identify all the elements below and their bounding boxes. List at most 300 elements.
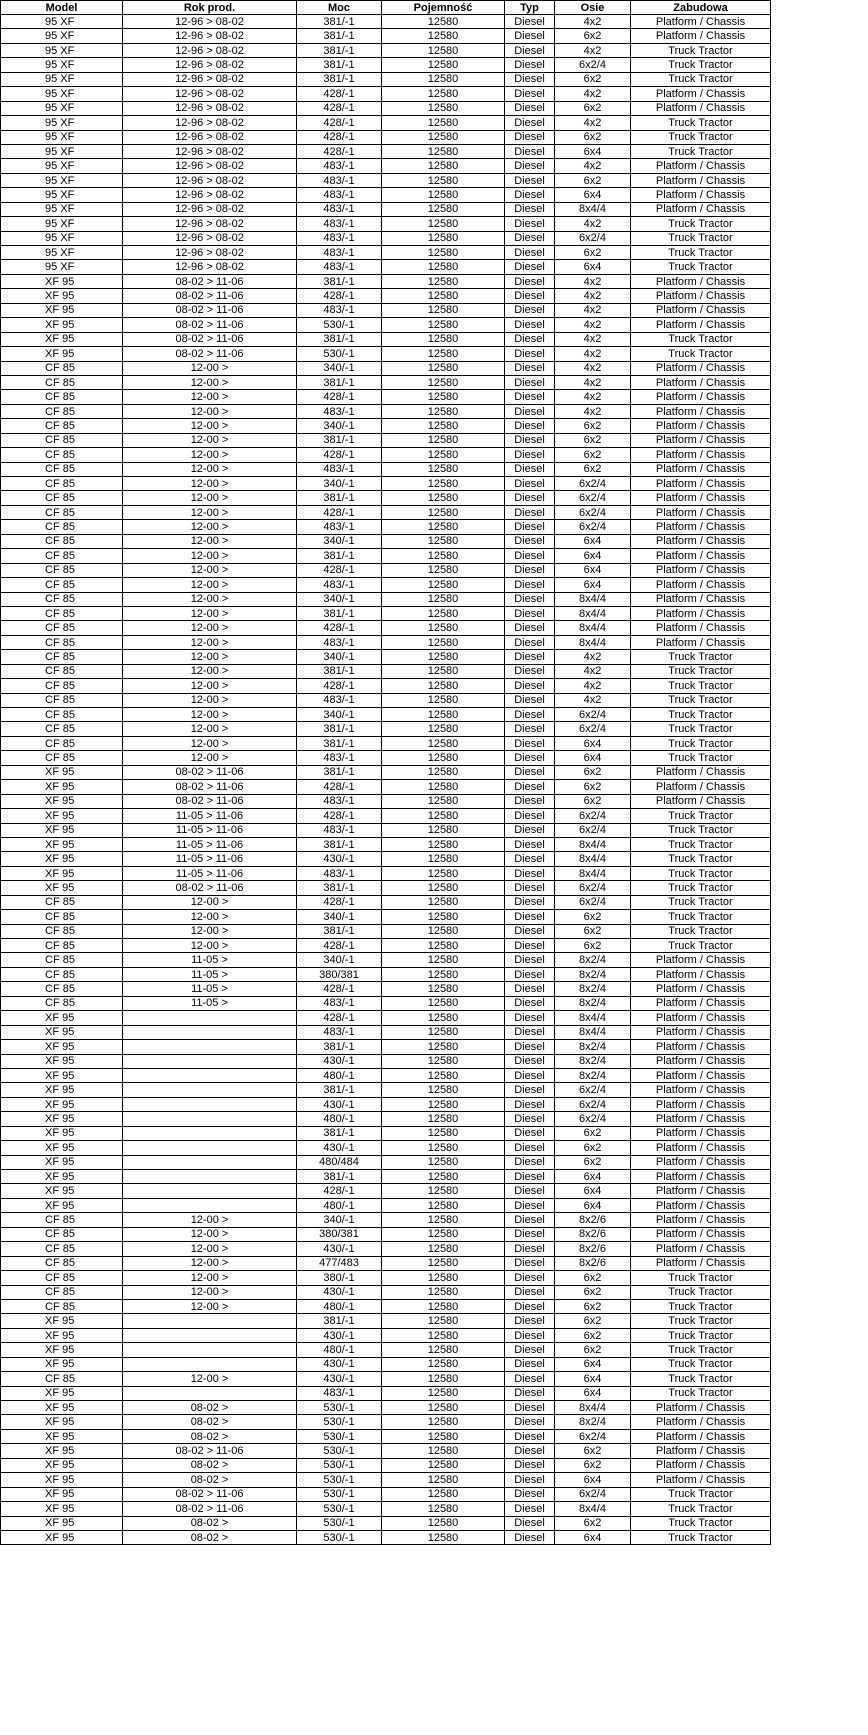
cell-osie: 4x2	[555, 303, 631, 317]
cell-osie: 4x2	[555, 318, 631, 332]
cell-pojemnosc: 12580	[382, 823, 505, 837]
cell-osie: 6x4	[555, 1184, 631, 1198]
cell-typ: Diesel	[505, 303, 555, 317]
cell-model: 95 XF	[1, 29, 123, 43]
cell-typ: Diesel	[505, 1068, 555, 1082]
cell-zabudowa: Truck Tractor	[631, 1530, 771, 1544]
cell-rok-prod: 12-00 >	[123, 1256, 297, 1270]
cell-moc: 483/-1	[297, 217, 382, 231]
cell-pojemnosc: 12580	[382, 1256, 505, 1270]
cell-pojemnosc: 12580	[382, 1198, 505, 1212]
table-row	[1, 534, 771, 548]
cell-rok-prod: 08-02 >	[123, 1530, 297, 1544]
cell-rok-prod: 12-96 > 08-02	[123, 130, 297, 144]
cell-pojemnosc: 12580	[382, 1083, 505, 1097]
cell-zabudowa: Platform / Chassis	[631, 361, 771, 375]
cell-rok-prod: 12-00 >	[123, 635, 297, 649]
cell-model: XF 95	[1, 1083, 123, 1097]
cell-osie: 4x2	[555, 87, 631, 101]
cell-moc: 381/-1	[297, 375, 382, 389]
cell-rok-prod: 12-00 >	[123, 708, 297, 722]
cell-pojemnosc: 12580	[382, 462, 505, 476]
table-row	[1, 448, 771, 462]
cell-osie: 8x4/4	[555, 852, 631, 866]
cell-moc: 381/-1	[297, 1314, 382, 1328]
cell-rok-prod: 12-00 >	[123, 1299, 297, 1313]
table-row	[1, 823, 771, 837]
cell-pojemnosc: 12580	[382, 130, 505, 144]
cell-moc: 483/-1	[297, 462, 382, 476]
cell-zabudowa: Truck Tractor	[631, 736, 771, 750]
cell-zabudowa: Platform / Chassis	[631, 505, 771, 519]
cell-osie: 6x2/4	[555, 823, 631, 837]
cell-pojemnosc: 12580	[382, 347, 505, 361]
cell-zabudowa: Platform / Chassis	[631, 101, 771, 115]
cell-rok-prod: 12-00 >	[123, 361, 297, 375]
cell-osie: 8x4/4	[555, 635, 631, 649]
cell-moc: 381/-1	[297, 274, 382, 288]
cell-typ: Diesel	[505, 159, 555, 173]
cell-zabudowa: Truck Tractor	[631, 1285, 771, 1299]
table-row	[1, 361, 771, 375]
cell-pojemnosc: 12580	[382, 996, 505, 1010]
cell-model: XF 95	[1, 1198, 123, 1212]
table-row	[1, 953, 771, 967]
cell-typ: Diesel	[505, 404, 555, 418]
cell-pojemnosc: 12580	[382, 1170, 505, 1184]
table-row	[1, 72, 771, 86]
cell-pojemnosc: 12580	[382, 202, 505, 216]
header-pojemnosc: Pojemność	[382, 1, 505, 15]
table-row	[1, 1401, 771, 1415]
cell-moc: 381/-1	[297, 29, 382, 43]
table-row	[1, 708, 771, 722]
cell-pojemnosc: 12580	[382, 159, 505, 173]
table-row	[1, 650, 771, 664]
cell-rok-prod: 12-00 >	[123, 924, 297, 938]
cell-zabudowa: Truck Tractor	[631, 1328, 771, 1342]
table-row	[1, 1386, 771, 1400]
cell-rok-prod	[123, 1198, 297, 1212]
cell-rok-prod: 12-00 >	[123, 751, 297, 765]
cell-rok-prod	[123, 1141, 297, 1155]
cell-model: XF 95	[1, 1011, 123, 1025]
cell-moc: 381/-1	[297, 837, 382, 851]
cell-zabudowa: Platform / Chassis	[631, 1112, 771, 1126]
cell-zabudowa: Truck Tractor	[631, 1372, 771, 1386]
table-row	[1, 1271, 771, 1285]
table-header	[1, 1, 771, 15]
cell-typ: Diesel	[505, 679, 555, 693]
cell-typ: Diesel	[505, 130, 555, 144]
table-row	[1, 1213, 771, 1227]
cell-osie: 4x2	[555, 15, 631, 29]
cell-moc: 530/-1	[297, 1516, 382, 1530]
header-row	[1, 1, 771, 15]
table-row	[1, 563, 771, 577]
cell-osie: 4x2	[555, 693, 631, 707]
cell-pojemnosc: 12580	[382, 303, 505, 317]
cell-model: CF 85	[1, 578, 123, 592]
cell-moc: 381/-1	[297, 765, 382, 779]
table-row	[1, 433, 771, 447]
cell-moc: 428/-1	[297, 982, 382, 996]
cell-typ: Diesel	[505, 1256, 555, 1270]
cell-rok-prod: 12-00 >	[123, 679, 297, 693]
cell-moc: 483/-1	[297, 996, 382, 1010]
cell-zabudowa: Platform / Chassis	[631, 29, 771, 43]
cell-osie: 6x4	[555, 751, 631, 765]
cell-moc: 340/-1	[297, 477, 382, 491]
cell-model: XF 95	[1, 1097, 123, 1111]
cell-moc: 381/-1	[297, 881, 382, 895]
cell-pojemnosc: 12580	[382, 924, 505, 938]
cell-moc: 340/-1	[297, 953, 382, 967]
cell-model: XF 95	[1, 1126, 123, 1140]
cell-zabudowa: Platform / Chassis	[631, 578, 771, 592]
cell-model: 95 XF	[1, 15, 123, 29]
cell-zabudowa: Truck Tractor	[631, 72, 771, 86]
cell-pojemnosc: 12580	[382, 217, 505, 231]
cell-model: XF 95	[1, 1068, 123, 1082]
cell-model: XF 95	[1, 347, 123, 361]
cell-moc: 530/-1	[297, 347, 382, 361]
cell-pojemnosc: 12580	[382, 765, 505, 779]
cell-zabudowa: Platform / Chassis	[631, 1170, 771, 1184]
cell-osie: 8x2/6	[555, 1242, 631, 1256]
table-row	[1, 15, 771, 29]
cell-typ: Diesel	[505, 852, 555, 866]
cell-model: 95 XF	[1, 72, 123, 86]
cell-pojemnosc: 12580	[382, 606, 505, 620]
cell-moc: 340/-1	[297, 419, 382, 433]
cell-model: XF 95	[1, 1170, 123, 1184]
cell-osie: 6x2	[555, 101, 631, 115]
cell-rok-prod: 12-96 > 08-02	[123, 144, 297, 158]
table-row	[1, 751, 771, 765]
cell-pojemnosc: 12580	[382, 1357, 505, 1371]
cell-rok-prod	[123, 1040, 297, 1054]
table-row	[1, 1198, 771, 1212]
cell-zabudowa: Platform / Chassis	[631, 967, 771, 981]
cell-zabudowa: Platform / Chassis	[631, 1242, 771, 1256]
cell-osie: 6x4	[555, 144, 631, 158]
cell-rok-prod: 12-96 > 08-02	[123, 202, 297, 216]
cell-moc: 483/-1	[297, 866, 382, 880]
table-row	[1, 578, 771, 592]
cell-rok-prod: 11-05 >	[123, 982, 297, 996]
cell-osie: 4x2	[555, 116, 631, 130]
cell-pojemnosc: 12580	[382, 477, 505, 491]
cell-typ: Diesel	[505, 246, 555, 260]
cell-zabudowa: Truck Tractor	[631, 679, 771, 693]
cell-rok-prod: 11-05 > 11-06	[123, 837, 297, 851]
cell-moc: 381/-1	[297, 433, 382, 447]
cell-pojemnosc: 12580	[382, 1343, 505, 1357]
cell-rok-prod: 12-00 >	[123, 520, 297, 534]
cell-typ: Diesel	[505, 866, 555, 880]
cell-typ: Diesel	[505, 1473, 555, 1487]
cell-model: CF 85	[1, 910, 123, 924]
cell-osie: 8x2/4	[555, 1040, 631, 1054]
cell-zabudowa: Platform / Chassis	[631, 549, 771, 563]
header-osie: Osie	[555, 1, 631, 15]
cell-rok-prod	[123, 1357, 297, 1371]
cell-osie: 6x2/4	[555, 881, 631, 895]
cell-model: CF 85	[1, 462, 123, 476]
cell-typ: Diesel	[505, 1170, 555, 1184]
cell-model: CF 85	[1, 1372, 123, 1386]
cell-model: XF 95	[1, 881, 123, 895]
cell-osie: 6x2/4	[555, 477, 631, 491]
cell-typ: Diesel	[505, 101, 555, 115]
cell-rok-prod: 12-00 >	[123, 910, 297, 924]
cell-typ: Diesel	[505, 953, 555, 967]
cell-typ: Diesel	[505, 765, 555, 779]
cell-zabudowa: Platform / Chassis	[631, 520, 771, 534]
cell-pojemnosc: 12580	[382, 289, 505, 303]
cell-rok-prod: 08-02 > 11-06	[123, 765, 297, 779]
cell-moc: 483/-1	[297, 693, 382, 707]
cell-rok-prod: 08-02 > 11-06	[123, 1502, 297, 1516]
cell-osie: 6x2	[555, 794, 631, 808]
table-body	[1, 15, 771, 1545]
table-row	[1, 1256, 771, 1270]
cell-rok-prod: 08-02 >	[123, 1401, 297, 1415]
cell-zabudowa: Platform / Chassis	[631, 1401, 771, 1415]
cell-osie: 6x2	[555, 1516, 631, 1530]
cell-rok-prod: 12-96 > 08-02	[123, 72, 297, 86]
cell-pojemnosc: 12580	[382, 1040, 505, 1054]
cell-model: CF 85	[1, 477, 123, 491]
cell-typ: Diesel	[505, 1083, 555, 1097]
cell-moc: 381/-1	[297, 606, 382, 620]
cell-pojemnosc: 12580	[382, 780, 505, 794]
table-row	[1, 780, 771, 794]
cell-typ: Diesel	[505, 1502, 555, 1516]
table-row	[1, 939, 771, 953]
cell-zabudowa: Truck Tractor	[631, 939, 771, 953]
cell-moc: 428/-1	[297, 679, 382, 693]
table-row	[1, 173, 771, 187]
cell-moc: 340/-1	[297, 534, 382, 548]
cell-rok-prod: 08-02 > 11-06	[123, 289, 297, 303]
cell-model: XF 95	[1, 1429, 123, 1443]
table-row	[1, 43, 771, 57]
cell-rok-prod: 12-00 >	[123, 491, 297, 505]
cell-osie: 4x2	[555, 289, 631, 303]
cell-rok-prod: 12-00 >	[123, 1271, 297, 1285]
cell-rok-prod: 12-96 > 08-02	[123, 15, 297, 29]
cell-osie: 6x2	[555, 1271, 631, 1285]
cell-osie: 6x2	[555, 1328, 631, 1342]
cell-pojemnosc: 12580	[382, 1097, 505, 1111]
table-row	[1, 1184, 771, 1198]
cell-zabudowa: Truck Tractor	[631, 1502, 771, 1516]
cell-zabudowa: Truck Tractor	[631, 217, 771, 231]
cell-moc: 428/-1	[297, 505, 382, 519]
cell-osie: 6x2/4	[555, 722, 631, 736]
cell-typ: Diesel	[505, 780, 555, 794]
cell-pojemnosc: 12580	[382, 722, 505, 736]
cell-typ: Diesel	[505, 809, 555, 823]
cell-rok-prod: 12-00 >	[123, 404, 297, 418]
cell-rok-prod: 12-00 >	[123, 592, 297, 606]
table-row	[1, 29, 771, 43]
cell-moc: 483/-1	[297, 635, 382, 649]
cell-zabudowa: Platform / Chassis	[631, 202, 771, 216]
cell-model: XF 95	[1, 1112, 123, 1126]
table-row	[1, 303, 771, 317]
cell-pojemnosc: 12580	[382, 505, 505, 519]
cell-moc: 483/-1	[297, 578, 382, 592]
cell-zabudowa: Truck Tractor	[631, 722, 771, 736]
cell-rok-prod: 08-02 >	[123, 1473, 297, 1487]
cell-typ: Diesel	[505, 549, 555, 563]
cell-osie: 8x4/4	[555, 837, 631, 851]
cell-typ: Diesel	[505, 361, 555, 375]
cell-rok-prod: 12-00 >	[123, 462, 297, 476]
cell-rok-prod: 12-96 > 08-02	[123, 43, 297, 57]
table-row	[1, 693, 771, 707]
cell-zabudowa: Platform / Chassis	[631, 780, 771, 794]
cell-zabudowa: Platform / Chassis	[631, 15, 771, 29]
cell-moc: 428/-1	[297, 116, 382, 130]
cell-zabudowa: Platform / Chassis	[631, 159, 771, 173]
cell-moc: 483/-1	[297, 173, 382, 187]
cell-moc: 428/-1	[297, 1184, 382, 1198]
cell-osie: 8x2/6	[555, 1256, 631, 1270]
cell-osie: 8x2/4	[555, 1054, 631, 1068]
cell-pojemnosc: 12580	[382, 29, 505, 43]
table-row	[1, 289, 771, 303]
cell-rok-prod: 12-00 >	[123, 505, 297, 519]
cell-rok-prod	[123, 1184, 297, 1198]
header-typ: Typ	[505, 1, 555, 15]
cell-moc: 477/483	[297, 1256, 382, 1270]
table-row	[1, 1155, 771, 1169]
cell-typ: Diesel	[505, 274, 555, 288]
cell-model: 95 XF	[1, 101, 123, 115]
cell-moc: 430/-1	[297, 1357, 382, 1371]
cell-pojemnosc: 12580	[382, 43, 505, 57]
cell-moc: 381/-1	[297, 1126, 382, 1140]
cell-osie: 6x2	[555, 246, 631, 260]
table-row	[1, 1242, 771, 1256]
cell-moc: 483/-1	[297, 1386, 382, 1400]
cell-osie: 4x2	[555, 217, 631, 231]
cell-zabudowa: Truck Tractor	[631, 260, 771, 274]
cell-pojemnosc: 12580	[382, 246, 505, 260]
cell-pojemnosc: 12580	[382, 736, 505, 750]
cell-pojemnosc: 12580	[382, 1227, 505, 1241]
cell-pojemnosc: 12580	[382, 520, 505, 534]
cell-zabudowa: Truck Tractor	[631, 895, 771, 909]
table-row	[1, 722, 771, 736]
cell-moc: 530/-1	[297, 1530, 382, 1544]
cell-zabudowa: Truck Tractor	[631, 347, 771, 361]
cell-pojemnosc: 12580	[382, 1068, 505, 1082]
cell-moc: 530/-1	[297, 1415, 382, 1429]
cell-pojemnosc: 12580	[382, 866, 505, 880]
cell-model: XF 95	[1, 794, 123, 808]
table-row	[1, 1054, 771, 1068]
cell-zabudowa: Platform / Chassis	[631, 1040, 771, 1054]
table-row	[1, 390, 771, 404]
cell-typ: Diesel	[505, 1025, 555, 1039]
cell-model: CF 85	[1, 924, 123, 938]
table-row	[1, 1083, 771, 1097]
cell-model: 95 XF	[1, 173, 123, 187]
cell-zabudowa: Platform / Chassis	[631, 390, 771, 404]
cell-pojemnosc: 12580	[382, 58, 505, 72]
cell-typ: Diesel	[505, 477, 555, 491]
cell-zabudowa: Platform / Chassis	[631, 404, 771, 418]
table-row	[1, 549, 771, 563]
cell-model: XF 95	[1, 1054, 123, 1068]
cell-rok-prod: 08-02 > 11-06	[123, 1487, 297, 1501]
table-row	[1, 101, 771, 115]
table-row	[1, 967, 771, 981]
cell-osie: 6x4	[555, 1473, 631, 1487]
cell-pojemnosc: 12580	[382, 1444, 505, 1458]
table-row	[1, 1227, 771, 1241]
cell-model: CF 85	[1, 982, 123, 996]
cell-moc: 430/-1	[297, 1054, 382, 1068]
cell-zabudowa: Platform / Chassis	[631, 765, 771, 779]
cell-typ: Diesel	[505, 1386, 555, 1400]
cell-typ: Diesel	[505, 592, 555, 606]
cell-moc: 483/-1	[297, 202, 382, 216]
cell-model: CF 85	[1, 635, 123, 649]
cell-model: 95 XF	[1, 231, 123, 245]
table-row	[1, 404, 771, 418]
cell-zabudowa: Truck Tractor	[631, 1299, 771, 1313]
cell-typ: Diesel	[505, 1112, 555, 1126]
cell-moc: 381/-1	[297, 722, 382, 736]
cell-rok-prod: 12-00 >	[123, 736, 297, 750]
cell-moc: 428/-1	[297, 809, 382, 823]
cell-osie: 8x2/4	[555, 953, 631, 967]
cell-rok-prod	[123, 1112, 297, 1126]
cell-osie: 4x2	[555, 390, 631, 404]
table-row	[1, 621, 771, 635]
cell-typ: Diesel	[505, 823, 555, 837]
cell-moc: 480/-1	[297, 1068, 382, 1082]
cell-rok-prod	[123, 1011, 297, 1025]
cell-zabudowa: Platform / Chassis	[631, 289, 771, 303]
table-row	[1, 794, 771, 808]
cell-model: CF 85	[1, 520, 123, 534]
cell-osie: 6x2	[555, 765, 631, 779]
cell-zabudowa: Truck Tractor	[631, 144, 771, 158]
cell-osie: 6x2	[555, 1126, 631, 1140]
cell-rok-prod: 08-02 > 11-06	[123, 332, 297, 346]
cell-moc: 428/-1	[297, 1011, 382, 1025]
cell-pojemnosc: 12580	[382, 693, 505, 707]
cell-rok-prod	[123, 1068, 297, 1082]
cell-osie: 8x2/4	[555, 1415, 631, 1429]
cell-osie: 6x4	[555, 534, 631, 548]
cell-model: XF 95	[1, 1444, 123, 1458]
cell-typ: Diesel	[505, 1372, 555, 1386]
cell-pojemnosc: 12580	[382, 1184, 505, 1198]
table-row	[1, 910, 771, 924]
cell-rok-prod	[123, 1083, 297, 1097]
cell-model: 95 XF	[1, 87, 123, 101]
table-row	[1, 1429, 771, 1443]
cell-model: CF 85	[1, 491, 123, 505]
